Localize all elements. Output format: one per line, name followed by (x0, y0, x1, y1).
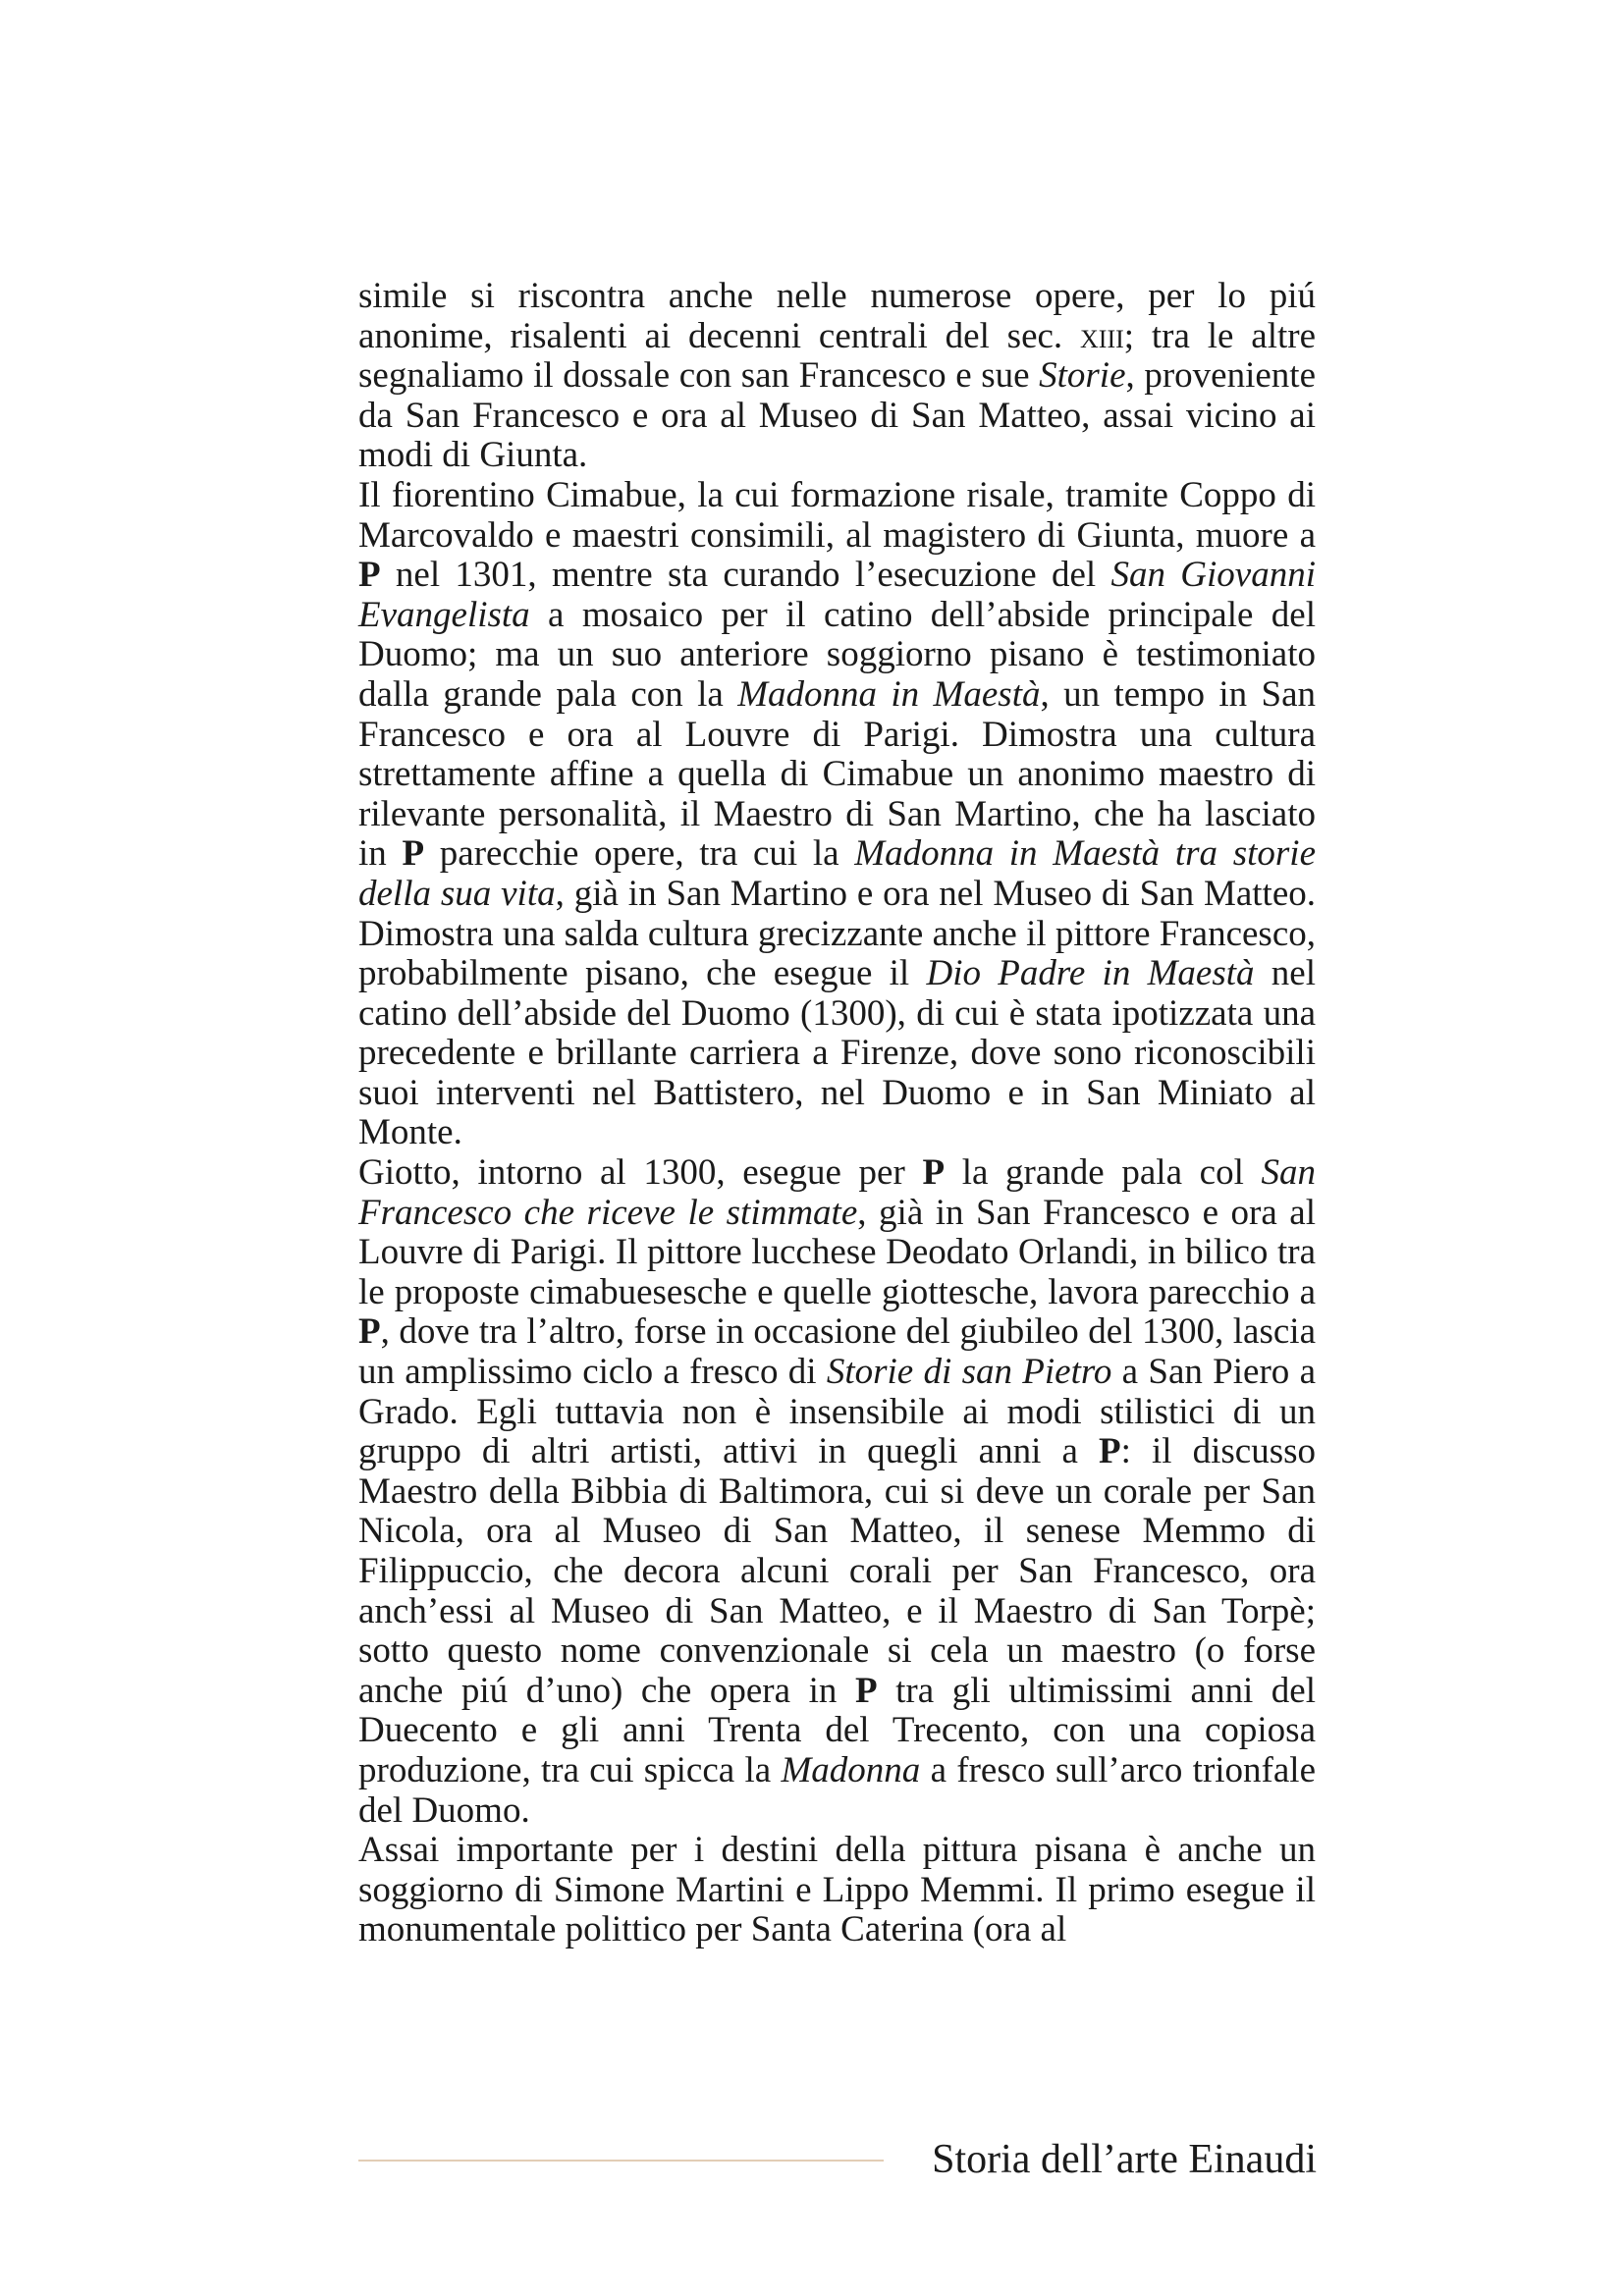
text-run: : il discusso Maestro della Bibbia di Baltimora, cui si deve un corale per San Nicola, ora al Museo di San Matteo, il senese Memmo di Filippuccio, che decora alcuni corali per San Francesco, ora anch’essi al Museo di San Matteo, e il Maestro di San Torpè; sotto questo nome convenzionale si cela un maestro (o forse anche piú d’uno) che opera in (358, 1431, 1317, 1711)
paragraph-4 (358, 1831, 1316, 1950)
text-run: Assai importante per i destini della pittura pisana è anche un soggiorno di Simone Martini e Lippo Memmi. Il primo esegue il monumentale polittico per Santa Caterina (ora al (358, 1830, 1316, 1950)
text-run: , dove tra l’altro, forse in occasione del giubileo del 1300, lascia un amplissimo ciclo a fresco di (358, 1311, 1316, 1393)
text-run: a fresco sull’arco trionfale del Duomo. (358, 1749, 1316, 1831)
text-run: la grande pala col (945, 1152, 1262, 1194)
text-run: ; tra le altre segnaliamo il dossale con san Francesco e sue (358, 315, 1316, 397)
place-abbrev: P (922, 1152, 946, 1194)
place-abbrev: P (854, 1670, 878, 1711)
body-text (358, 277, 1316, 1950)
text-run: parecchie opere, tra cui la (424, 833, 855, 875)
footer-title: Storia dell’arte Einaudi (932, 2137, 1317, 2182)
text-run: simile si riscontra anche nelle numerose opere, per lo piú anonime, risalenti ai decenni centrali del sec. (358, 276, 1316, 356)
italic-title: Madonna in Maestà tra storie della sua vita (358, 833, 1316, 914)
place-abbrev: P (1098, 1431, 1121, 1472)
italic-title: San Giovanni Evangelista (358, 555, 1316, 635)
text-run: a San Piero a Grado. Egli tuttavia non è insensibile ai modi stilistici di un gruppo di altri artisti, attivi in quegli anni a (358, 1352, 1316, 1472)
italic-title: Madonna in Maestà (737, 673, 1041, 715)
paragraph-2 (358, 476, 1316, 1153)
text-run: nel catino dell’abside del Duomo (1300), di cui è stata ipotizzata una precedente e brillante carriera a Firenze, dove sono riconoscibili suoi interventi nel Battistero, nel Duomo e in San Miniato al Monte. (358, 953, 1316, 1153)
place-abbrev: P (358, 555, 381, 596)
italic-title: San Francesco che riceve le stimmate (358, 1152, 1316, 1233)
text-run: Il fiorentino Cimabue, la cui formazione risale, tramite Coppo di Marcovaldo e maestri consimili, al magistero di Giunta, muore a (358, 474, 1316, 556)
text-run: nel 1301, mentre sta curando l’esecuzione del (380, 555, 1111, 596)
paragraph-1 (358, 277, 1316, 476)
italic-title: Dio Padre in Maestà (926, 953, 1255, 994)
place-abbrev: P (358, 1311, 381, 1353)
italic-title: Madonna (781, 1749, 921, 1790)
italic-title: Storie (1039, 355, 1126, 397)
italic-title: Storie di san Pietro (826, 1352, 1112, 1393)
place-abbrev: P (402, 833, 425, 875)
text-run: , proveniente da San Francesco e ora al Museo di San Matteo, assai vicino ai modi di Giunta. (358, 355, 1316, 476)
footer-rule (358, 2160, 884, 2162)
century-numeral: xiii (1080, 315, 1124, 356)
text-run: a mosaico per il catino dell’abside principale del Duomo; ma un suo anteriore soggiorno pisano è testimoniato dalla grande pala con la (358, 594, 1316, 715)
text-run: , già in San Martino e ora nel Museo di San Matteo. Dimostra una salda cultura grecizzante anche il pittore Francesco, probabilmente pisano, che esegue il (358, 873, 1316, 994)
text-run: , un tempo in San Francesco e ora al Louvre di Parigi. Dimostra una cultura strettamente affine a quella di Cimabue un anonimo maestro di rilevante personalità, il Maestro di San Martino, che ha lasciato in (358, 673, 1316, 875)
paragraph-3 (358, 1153, 1316, 1831)
text-run: Giotto, intorno al 1300, esegue per (358, 1152, 923, 1194)
text-run: , già in San Francesco e ora al Louvre di Parigi. Il pittore lucchese Deodato Orlandi, in bilico tra le proposte cimabuesesche e quelle giottesche, lavora parecchio a (358, 1192, 1316, 1312)
text-run: tra gli ultimissimi anni del Duecento e gli anni Trenta del Trecento, con una copiosa produzione, tra cui spicca la (358, 1670, 1316, 1790)
